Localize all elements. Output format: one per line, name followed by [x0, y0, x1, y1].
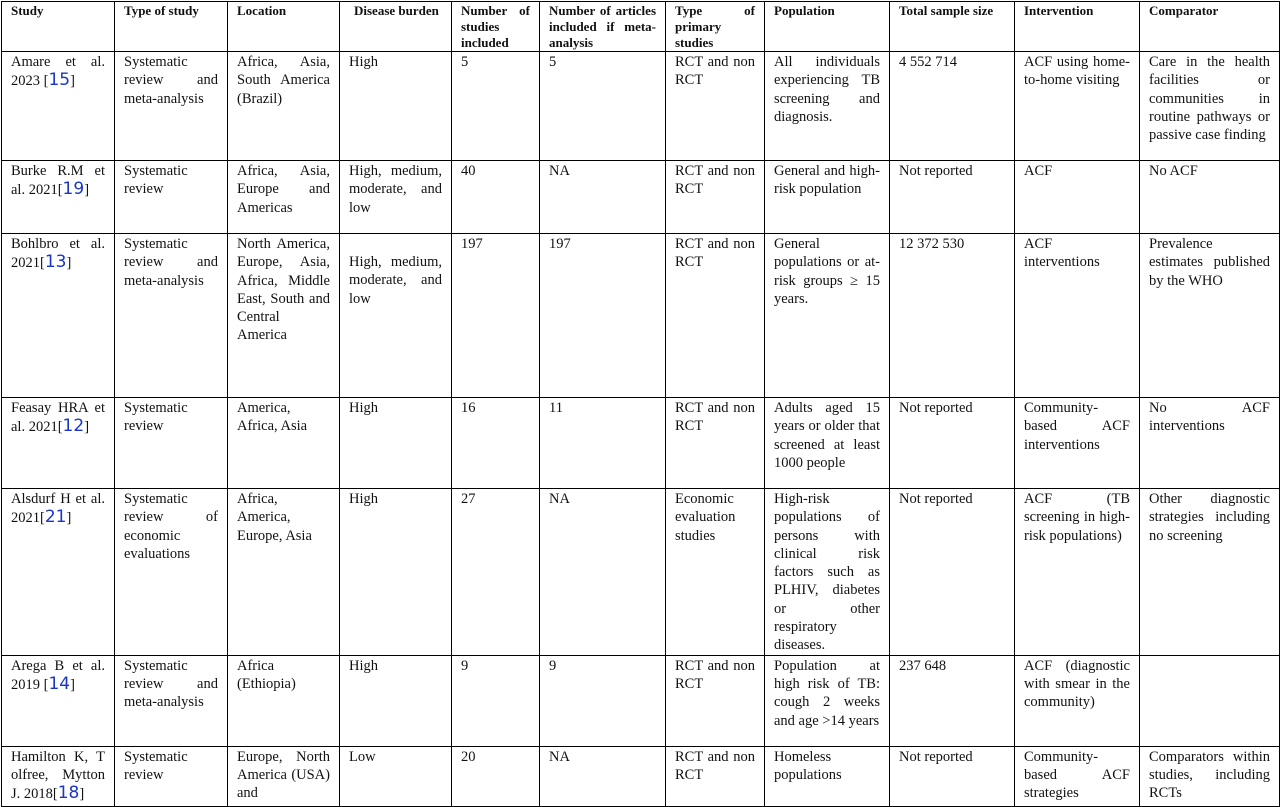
table-row	[2, 489, 1280, 656]
citation-link[interactable]: 19	[62, 179, 85, 200]
cell-population: Population at high risk of TB: cough 2 weeks and age >14 years	[765, 655, 890, 746]
cell-n-studies: 20	[452, 746, 540, 806]
cell-n-studies: 40	[452, 161, 540, 234]
cell-comparator: No ACF	[1140, 161, 1280, 234]
cell-n-articles: NA	[540, 489, 666, 656]
cell-n-articles: NA	[540, 161, 666, 234]
cell-study	[2, 161, 115, 234]
cell-location: Africa, Asia, South America (Brazil)	[228, 52, 340, 161]
header-row	[2, 2, 1280, 52]
study-bracket: ]	[66, 255, 72, 272]
cell-intervention: ACF (diagnostic with smear in the community)	[1015, 655, 1140, 746]
header-number-of-studies: Number of studies included	[452, 2, 540, 52]
cell-burden: High	[340, 398, 452, 489]
header-type-of-primary-studies: Type of primary studies	[666, 2, 765, 52]
cell-sample: 4 552 714	[890, 52, 1015, 161]
cell-comparator: Prevalence estimates published by the WHO	[1140, 234, 1280, 398]
table-row	[2, 234, 1280, 398]
study-name: Bohlbro et al. 2021[	[11, 236, 105, 272]
cell-intervention: ACF	[1015, 161, 1140, 234]
cell-study	[2, 234, 115, 398]
cell-n-articles: NA	[540, 746, 666, 806]
cell-comparator: No ACF interventions	[1140, 398, 1280, 489]
cell-type: Systematic review	[115, 161, 228, 234]
study-bracket: ]	[66, 510, 72, 527]
cell-burden: High, medium, moderate, and low	[340, 234, 452, 398]
cell-population: Adults aged 15 years or older that screened at least 1000 people	[765, 398, 890, 489]
cell-primary: RCT and non RCT	[666, 161, 765, 234]
cell-primary: RCT and non RCT	[666, 655, 765, 746]
study-bracket: ]	[79, 786, 85, 803]
header-study: Study	[2, 2, 115, 52]
cell-population: General populations or at-risk groups ≥ 15 years.	[765, 234, 890, 398]
cell-n-articles: 5	[540, 52, 666, 161]
header-number-of-articles: Number of articles included if meta-analysis	[540, 2, 666, 52]
cell-comparator: Other diagnostic strategies including no screening	[1140, 489, 1280, 656]
cell-study	[2, 746, 115, 806]
header-location: Location	[228, 2, 340, 52]
cell-type: Systematic review and meta-analysis	[115, 655, 228, 746]
cell-comparator: Care in the health facilities or communities in routine pathways or passive case finding	[1140, 52, 1280, 161]
cell-study	[2, 52, 115, 161]
cell-type: Systematic review	[115, 746, 228, 806]
cell-intervention: ACF (TB screening in high-risk populations)	[1015, 489, 1140, 656]
cell-location: Africa, Asia, Europe and Americas	[228, 161, 340, 234]
cell-location: Europe, North America (USA) and	[228, 746, 340, 806]
cell-sample: Not reported	[890, 746, 1015, 806]
header-disease-burden: Disease burden	[340, 2, 452, 52]
cell-comparator: Comparators within studies, including RCTs	[1140, 746, 1280, 806]
cell-type: Systematic review and meta-analysis	[115, 234, 228, 398]
table-row	[2, 52, 1280, 161]
header-population: Population	[765, 2, 890, 52]
cell-location: America, Africa, Asia	[228, 398, 340, 489]
study-name: Hamilton K, T olfree, Mytton J. 2018[	[11, 748, 105, 803]
header-total-sample-size: Total sample size	[890, 2, 1015, 52]
cell-n-studies: 5	[452, 52, 540, 161]
study-bracket: ]	[84, 419, 90, 436]
cell-intervention: ACF using home-to-home visiting	[1015, 52, 1140, 161]
cell-location: Africa (Ethiopia)	[228, 655, 340, 746]
cell-primary: RCT and non RCT	[666, 746, 765, 806]
cell-population: All individuals experiencing TB screening and diagnosis.	[765, 52, 890, 161]
cell-population: General and high-risk population	[765, 161, 890, 234]
cell-population: High-risk populations of persons with clinical risk factors such as PLHIV, diabetes or other respiratory diseases.	[765, 489, 890, 656]
cell-n-articles: 197	[540, 234, 666, 398]
study-bracket: ]	[70, 676, 75, 693]
cell-sample: Not reported	[890, 161, 1015, 234]
cell-type: Systematic review and meta-analysis	[115, 52, 228, 161]
review-summary-table	[1, 1, 1280, 807]
cell-intervention: Community-based ACF strategies	[1015, 746, 1140, 806]
cell-primary: Economic evaluation studies	[666, 489, 765, 656]
cell-n-articles: 11	[540, 398, 666, 489]
table-row	[2, 746, 1280, 806]
citation-link[interactable]: 18	[57, 783, 80, 804]
table-row	[2, 655, 1280, 746]
cell-burden: Low	[340, 746, 452, 806]
cell-population: Homeless populations	[765, 746, 890, 806]
study-name: Feasay HRA et al. 2021[	[11, 400, 105, 436]
cell-burden: High, medium, moderate, and low	[340, 161, 452, 234]
citation-link[interactable]: 14	[48, 673, 71, 694]
cell-study	[2, 489, 115, 656]
cell-intervention: Community-based ACF interventions	[1015, 398, 1140, 489]
cell-type: Systematic review of economic evaluations	[115, 489, 228, 656]
study-name: Arega B et al. 2019 [	[11, 657, 105, 693]
cell-burden: High	[340, 655, 452, 746]
cell-location: North America, Europe, Asia, Africa, Middle East, South and Central America	[228, 234, 340, 398]
citation-link[interactable]: 15	[48, 70, 71, 91]
cell-sample: 12 372 530	[890, 234, 1015, 398]
study-bracket: ]	[70, 73, 75, 90]
cell-type: Systematic review	[115, 398, 228, 489]
cell-n-studies: 27	[452, 489, 540, 656]
cell-n-studies: 16	[452, 398, 540, 489]
cell-sample: Not reported	[890, 398, 1015, 489]
cell-burden: High	[340, 52, 452, 161]
cell-sample: 237 648	[890, 655, 1015, 746]
cell-comparator	[1140, 655, 1280, 746]
header-type-of-study: Type of study	[115, 2, 228, 52]
header-intervention: Intervention	[1015, 2, 1140, 52]
cell-n-articles: 9	[540, 655, 666, 746]
study-name: Burke R.M et al. 2021[	[11, 163, 105, 199]
citation-link[interactable]: 21	[44, 507, 67, 528]
cell-sample: Not reported	[890, 489, 1015, 656]
citation-link[interactable]: 13	[44, 252, 67, 273]
header-comparator: Comparator	[1140, 2, 1280, 52]
cell-primary: RCT and non RCT	[666, 234, 765, 398]
citation-link[interactable]: 12	[62, 416, 85, 437]
cell-primary: RCT and non RCT	[666, 398, 765, 489]
cell-study	[2, 398, 115, 489]
cell-location: Africa, America, Europe, Asia	[228, 489, 340, 656]
cell-study	[2, 655, 115, 746]
cell-n-studies: 9	[452, 655, 540, 746]
study-name: Amare et al. 2023 [	[11, 54, 105, 90]
cell-n-studies: 197	[452, 234, 540, 398]
study-name: Alsdurf H et al. 2021[	[11, 491, 105, 527]
study-bracket: ]	[84, 182, 90, 199]
table-row	[2, 398, 1280, 489]
cell-intervention: ACF interventions	[1015, 234, 1140, 398]
table-row	[2, 161, 1280, 234]
cell-primary: RCT and non RCT	[666, 52, 765, 161]
cell-burden: High	[340, 489, 452, 656]
